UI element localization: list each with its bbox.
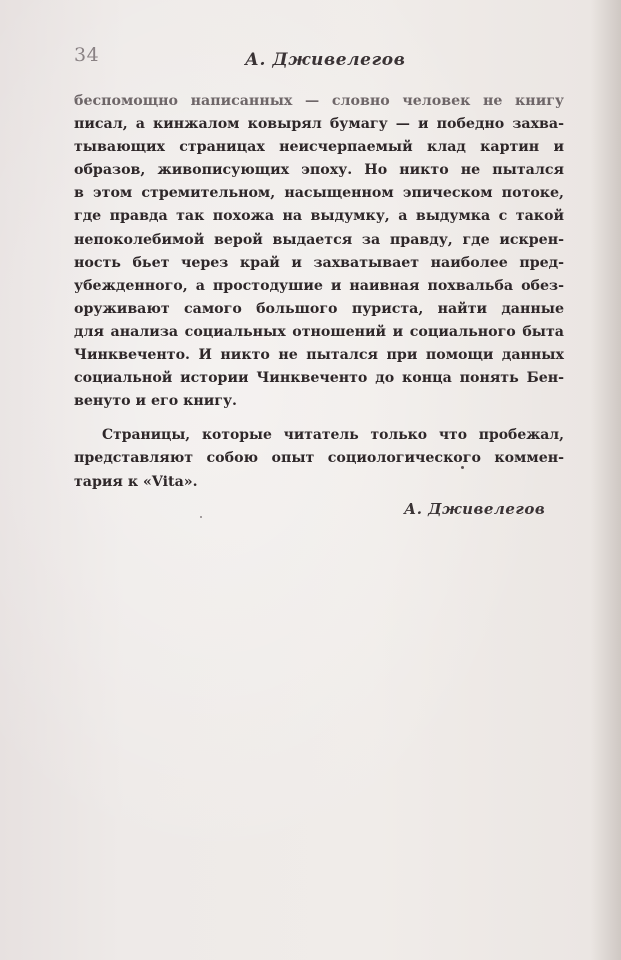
text-line: образов, живописующих эпоху. Но никто не пытался	[74, 162, 564, 179]
text-line: непоколебимой верой выдается за правду, где искрен-	[74, 231, 564, 248]
text-line: где правда так похожа на выдумку, а выдумка с такой	[74, 208, 564, 225]
running-head-author: А. Дживелегов	[245, 50, 406, 70]
text-line: Страницы, которые читатель только что пробежал,	[102, 427, 564, 444]
text-line: тывающих страницах неисчерпаемый клад картин и	[74, 139, 564, 156]
text-line: тария к «Vita».	[74, 473, 198, 490]
text-line: венуто и его книгу.	[74, 393, 237, 410]
ink-speck	[200, 516, 202, 518]
text-line: ность бьет через край и захватывает наиболее пред-	[74, 254, 564, 271]
author-signature: А. Дживелегов	[404, 500, 546, 518]
text-line: представляют собою опыт социологического коммен-	[74, 450, 564, 467]
text-line: Чинквеченто. И никто не пытался при помощи данных	[74, 347, 564, 364]
page-number: 34	[74, 44, 100, 66]
ink-speck	[461, 466, 464, 469]
body-text	[74, 90, 564, 494]
text-line: социальной истории Чинквеченто до конца понять Бен-	[74, 370, 564, 387]
text-line: убежденного, а простодушие и наивная похвальба обез-	[74, 277, 564, 294]
text-line: для анализа социальных отношений и социального быта	[74, 323, 564, 340]
text-line: в этом стремительном, насыщенном эпическом потоке,	[74, 185, 564, 202]
text-line: писал, а кинжалом ковырял бумагу — и победно захва-	[74, 116, 564, 133]
text-line: беспомощно написанных — словно человек не книгу	[74, 93, 564, 109]
text-line: оруживают самого большого пуриста, найти данные	[74, 300, 564, 317]
